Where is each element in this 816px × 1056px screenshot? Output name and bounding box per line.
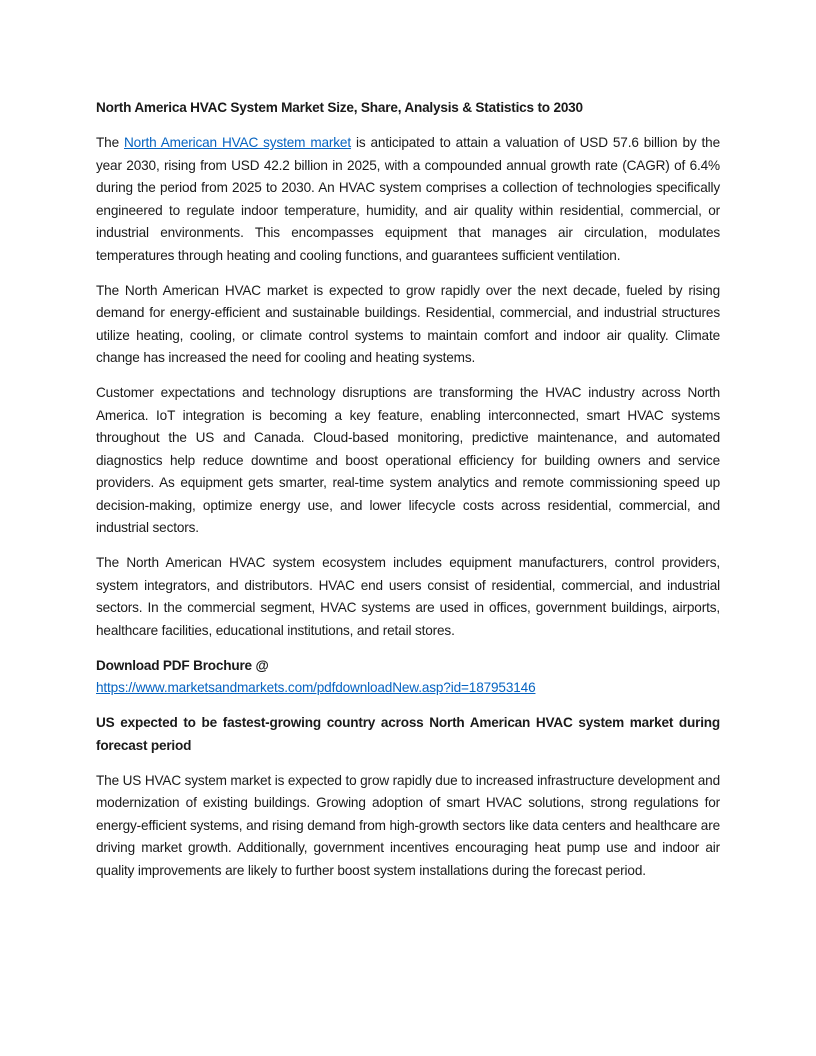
download-label: Download PDF Brochure @: [96, 657, 269, 673]
paragraph-us: The US HVAC system market is expected to grow rapidly due to increased infrastructure development and modernization of existing buildings. Growing adoption of smart HVAC solutions, strong regulations for energy-efficient systems, and rising demand from high-growth sectors like data centers and healthcare are driving market growth. Additionally, government incentives encouraging heat pump use and indoor air quality improvements are likely to further boost system installations during the forecast period.: [96, 772, 720, 878]
text: The: [96, 135, 124, 150]
document-title: North America HVAC System Market Size, Share, Analysis & Statistics to 2030: [96, 100, 583, 115]
market-link[interactable]: North American HVAC system market: [124, 135, 351, 150]
text: is anticipated to attain a valuation of USD 57.6 billion by the year 2030, rising from USD 42.2 billion in 2025, with a compounded annual growth rate (CAGR) of 6.4% during the period from 2025 to 2030. An HVAC system comprises a collection of technologies specifically engineered to regulate indoor temperature, humidity, and air quality within residential, commercial, or industrial environments. This encompasses equipment that manages air circulation, modulates temperatures through heating and cooling functions, and guarantees sufficient ventilation.: [96, 135, 720, 263]
paragraph-ecosystem: The North American HVAC system ecosystem includes equipment manufacturers, control providers, system integrators, and distributors. HVAC end users consist of residential, commercial, and industrial sectors. In the commercial segment, HVAC systems are used in offices, government buildings, airports, healthcare facilities, educational institutions, and retail stores.: [96, 555, 720, 638]
section-heading: US expected to be fastest-growing country across North American HVAC system market during forecast period: [96, 715, 720, 753]
document-page: [96, 97, 720, 895]
brochure-link[interactable]: https://www.marketsandmarkets.com/pdfdownloadNew.asp?id=187953146: [96, 680, 536, 695]
paragraph-technology: Customer expectations and technology disruptions are transforming the HVAC industry across North America. IoT integration is becoming a key feature, enabling interconnected, smart HVAC systems throughout the US and Canada. Cloud-based monitoring, predictive maintenance, and automated diagnostics help reduce downtime and boost operational efficiency for building owners and service providers. As equipment gets smarter, real-time system analytics and remote commissioning speed up decision-making, optimize energy use, and lower lifecycle costs across residential, commercial, and industrial sectors.: [96, 385, 720, 535]
paragraph-intro: [96, 132, 720, 267]
paragraph-growth: The North American HVAC market is expected to grow rapidly over the next decade, fueled by rising demand for energy-efficient and sustainable buildings. Residential, commercial, and industrial structures utilize heating, cooling, or climate control systems to maintain comfort and indoor air quality. Climate change has increased the need for cooling and heating systems.: [96, 282, 720, 365]
